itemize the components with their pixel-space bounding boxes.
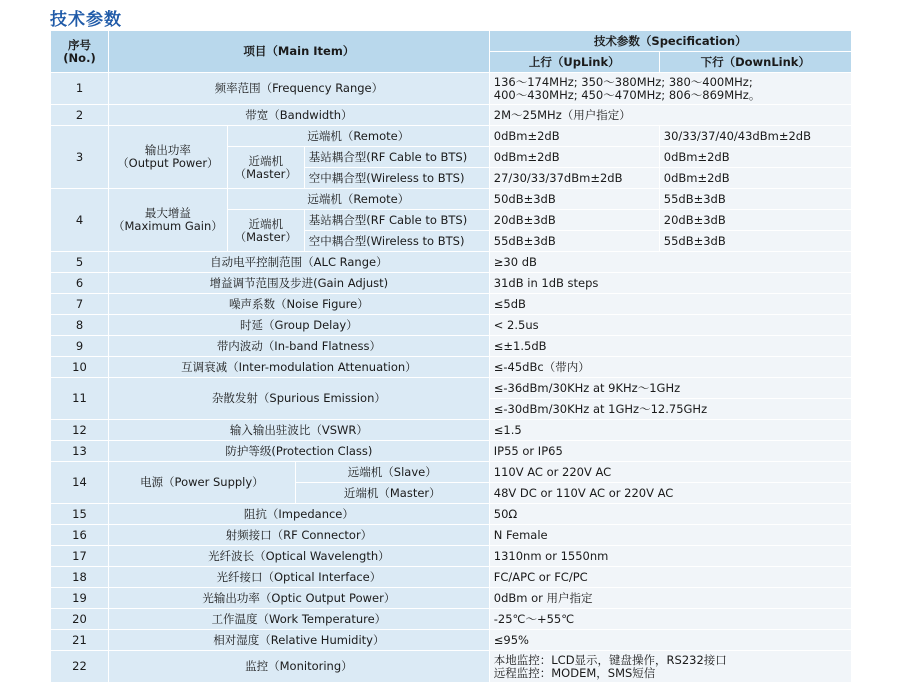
table-row — [51, 504, 852, 525]
table-row — [51, 252, 852, 273]
row-value: 本地监控：LCD显示，键盘操作，RS232接口 远程监控：MODEM，SMS短信 — [489, 651, 851, 683]
row-label: 输出功率 （Output Power） — [109, 126, 228, 189]
table-row — [51, 588, 852, 609]
table-row — [51, 294, 852, 315]
table-row — [51, 567, 852, 588]
row-no: 11 — [51, 378, 109, 420]
row-value: ≤1.5 — [489, 420, 851, 441]
row-value: 50Ω — [489, 504, 851, 525]
row-no: 14 — [51, 462, 109, 504]
row-label: 杂散发射（Spurious Emission） — [109, 378, 490, 420]
sub-label-bts-wireless: 空中耦合型(Wireless to BTS) — [304, 168, 489, 189]
row-no: 2 — [51, 105, 109, 126]
value-downlink: 0dBm±2dB — [659, 168, 851, 189]
value-downlink: 0dBm±2dB — [659, 147, 851, 168]
row-label: 光输出功率（Optic Output Power） — [109, 588, 490, 609]
table-row — [51, 336, 852, 357]
row-value: IP55 or IP65 — [489, 441, 851, 462]
sub-label-slave: 远端机（Slave） — [295, 462, 489, 483]
header-spec: 技术参数（Specification） — [489, 31, 851, 52]
value-uplink: 0dBm±2dB — [489, 126, 659, 147]
value-uplink: 0dBm±2dB — [489, 147, 659, 168]
row-label: 时延（Group Delay） — [109, 315, 490, 336]
row-label: 频率范围（Frequency Range） — [109, 73, 490, 105]
table-row — [51, 378, 852, 399]
table-row — [51, 546, 852, 567]
sub-label-bts-cable: 基站耦合型(RF Cable to BTS) — [304, 147, 489, 168]
row-value: 136～174MHz; 350～380MHz; 380～400MHz; 400～430MHz; 450～470MHz; 806～869MHz。 — [489, 73, 851, 105]
table-row — [51, 105, 852, 126]
row-label: 防护等级(Protection Class) — [109, 441, 490, 462]
value-uplink: 55dB±3dB — [489, 231, 659, 252]
row-label: 射频接口（RF Connector） — [109, 525, 490, 546]
table-row — [51, 357, 852, 378]
row-value: ≤±1.5dB — [489, 336, 851, 357]
row-value: ≤-45dBc（带内） — [489, 357, 851, 378]
table-row — [51, 315, 852, 336]
value-downlink: 55dB±3dB — [659, 189, 851, 210]
sub-label-remote: 远端机（Remote） — [227, 126, 489, 147]
value-uplink: 27/30/33/37dBm±2dB — [489, 168, 659, 189]
row-label: 光纤波长（Optical Wavelength） — [109, 546, 490, 567]
row-no: 4 — [51, 189, 109, 252]
sub-label-bts-wireless: 空中耦合型(Wireless to BTS) — [304, 231, 489, 252]
row-no: 8 — [51, 315, 109, 336]
row-value: 1310nm or 1550nm — [489, 546, 851, 567]
row-value: 0dBm or 用户指定 — [489, 588, 851, 609]
table-row — [51, 189, 852, 210]
row-label: 带宽（Bandwidth） — [109, 105, 490, 126]
sub-label-master: 近端机 （Master） — [227, 210, 304, 252]
row-label: 电源（Power Supply） — [109, 462, 296, 504]
row-label: 增益调节范围及步进(Gain Adjust) — [109, 273, 490, 294]
row-label: 带内波动（In-band Flatness） — [109, 336, 490, 357]
table-row — [51, 525, 852, 546]
row-no: 9 — [51, 336, 109, 357]
row-label: 最大增益 （Maximum Gain） — [109, 189, 228, 252]
row-label: 监控（Monitoring） — [109, 651, 490, 683]
row-value: ≥30 dB — [489, 252, 851, 273]
row-value: N Female — [489, 525, 851, 546]
row-value-line1: ≤-36dBm/30KHz at 9KHz～1GHz — [489, 378, 851, 399]
value-uplink: 20dB±3dB — [489, 210, 659, 231]
header-no: 序号 (No.) — [51, 31, 109, 73]
row-no: 17 — [51, 546, 109, 567]
row-value: ≤5dB — [489, 294, 851, 315]
row-label: 互调衰减（Inter-modulation Attenuation） — [109, 357, 490, 378]
table-row — [51, 73, 852, 105]
row-value: 2M～25MHz（用户指定） — [489, 105, 851, 126]
sub-label-master: 近端机（Master） — [295, 483, 489, 504]
row-no: 7 — [51, 294, 109, 315]
value-uplink: 50dB±3dB — [489, 189, 659, 210]
row-no: 10 — [51, 357, 109, 378]
sub-label-bts-cable: 基站耦合型(RF Cable to BTS) — [304, 210, 489, 231]
row-value: 110V AC or 220V AC — [489, 462, 851, 483]
table-row — [51, 630, 852, 651]
row-no: 18 — [51, 567, 109, 588]
table-row — [51, 420, 852, 441]
row-no: 1 — [51, 73, 109, 105]
row-label: 相对湿度（Relative Humidity） — [109, 630, 490, 651]
row-label: 工作温度（Work Temperature） — [109, 609, 490, 630]
row-label: 输入输出驻波比（VSWR） — [109, 420, 490, 441]
row-value: < 2.5us — [489, 315, 851, 336]
header-item: 项目（Main Item） — [109, 31, 490, 73]
table-row — [51, 441, 852, 462]
header-downlink: 下行（DownLink） — [659, 52, 851, 73]
value-downlink: 30/33/37/40/43dBm±2dB — [659, 126, 851, 147]
row-no: 3 — [51, 126, 109, 189]
sub-label-master: 近端机 （Master） — [227, 147, 304, 189]
row-label: 阻抗（Impedance） — [109, 504, 490, 525]
value-downlink: 55dB±3dB — [659, 231, 851, 252]
table-row — [51, 609, 852, 630]
row-no: 19 — [51, 588, 109, 609]
row-no: 15 — [51, 504, 109, 525]
row-no: 16 — [51, 525, 109, 546]
row-no: 20 — [51, 609, 109, 630]
row-no: 21 — [51, 630, 109, 651]
row-no: 13 — [51, 441, 109, 462]
table-row — [51, 273, 852, 294]
row-label: 噪声系数（Noise Figure） — [109, 294, 490, 315]
value-downlink: 20dB±3dB — [659, 210, 851, 231]
row-label: 光纤接口（Optical Interface） — [109, 567, 490, 588]
row-value: 31dB in 1dB steps — [489, 273, 851, 294]
row-value: ≤95% — [489, 630, 851, 651]
sub-label-remote: 远端机（Remote） — [227, 189, 489, 210]
row-no: 22 — [51, 651, 109, 683]
row-no: 5 — [51, 252, 109, 273]
row-value: -25℃～+55℃ — [489, 609, 851, 630]
header-uplink: 上行（UpLink） — [489, 52, 659, 73]
row-no: 6 — [51, 273, 109, 294]
table-header-row — [51, 31, 852, 52]
row-label: 自动电平控制范围（ALC Range） — [109, 252, 490, 273]
table-row — [51, 651, 852, 683]
table-row — [51, 126, 852, 147]
spec-table — [50, 30, 852, 683]
row-value: 48V DC or 110V AC or 220V AC — [489, 483, 851, 504]
page-title: 技术参数 — [50, 10, 122, 30]
row-no: 12 — [51, 420, 109, 441]
row-value-line2: ≤-30dBm/30KHz at 1GHz～12.75GHz — [489, 399, 851, 420]
row-value: FC/APC or FC/PC — [489, 567, 851, 588]
table-row — [51, 462, 852, 483]
